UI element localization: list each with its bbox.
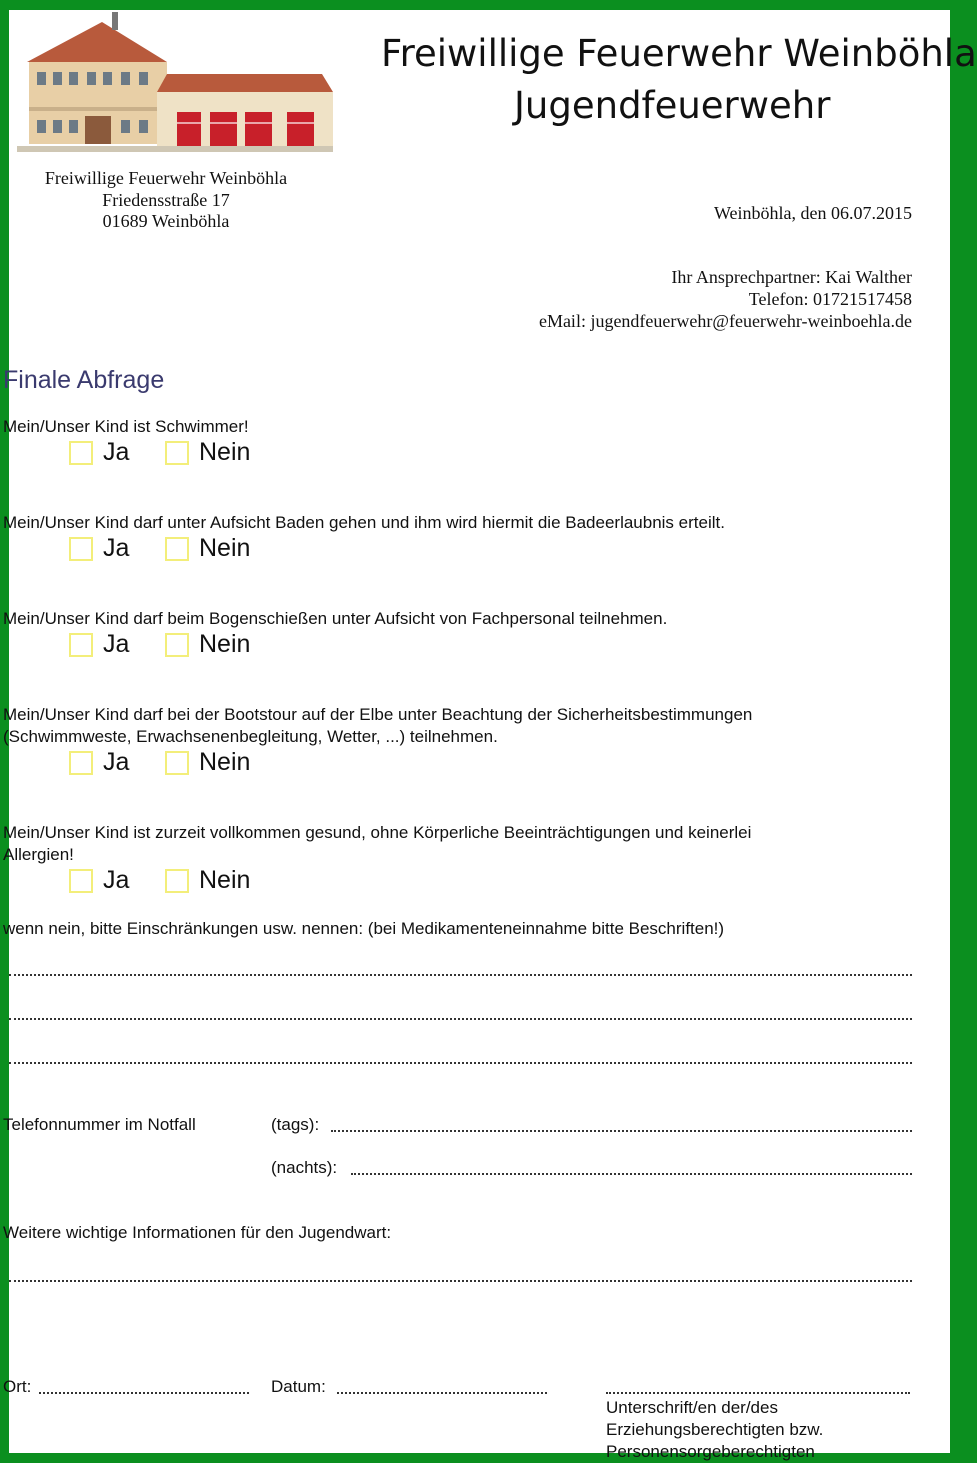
restrictions-line-2[interactable] <box>9 1014 912 1020</box>
restrictions-line-1[interactable] <box>9 970 912 976</box>
checkbox[interactable] <box>69 441 93 465</box>
restrictions-line-3[interactable] <box>9 1058 912 1064</box>
question-1-yes-option[interactable]: Ja <box>69 438 129 467</box>
question-5-text: Mein/Unser Kind ist zurzeit vollkommen gesund, ohne Körperliche Beeinträchtigungen und keinerlei <box>3 823 752 842</box>
contact-person: Ihr Ansprechpartner: Kai Walther <box>671 267 912 287</box>
checkbox[interactable] <box>165 537 189 561</box>
address-line: 01689 Weinböhla <box>102 211 230 231</box>
signature-caption-line: Unterschrift/en der/des <box>606 1398 778 1417</box>
question-1-text: Mein/Unser Kind ist Schwimmer! <box>3 417 249 436</box>
question-2-text: Mein/Unser Kind darf unter Aufsicht Baden gehen und ihm wird hiermit die Badeerlaubnis erteilt. <box>3 513 725 532</box>
question-1-no-option[interactable]: Nein <box>165 438 250 467</box>
checkbox[interactable] <box>165 751 189 775</box>
checkbox[interactable] <box>69 537 93 561</box>
date-line: Weinböhla, den 06.07.2015 <box>713 203 912 223</box>
address-line: Friedensstraße 17 <box>102 189 230 210</box>
checkbox[interactable] <box>165 441 189 465</box>
address-line: Freiwillige Feuerwehr Weinböhla <box>44 168 288 188</box>
question-5-no-option[interactable]: Nein <box>165 866 250 895</box>
emergency-night-label: (nachts): <box>271 1158 338 1177</box>
title-line-2: Jugendfeuerwehr <box>514 84 831 127</box>
signature-caption <box>606 1397 823 1463</box>
question-4-no-option[interactable]: Nein <box>165 748 250 777</box>
sender-address <box>11 168 321 233</box>
checkbox[interactable] <box>69 633 93 657</box>
checkbox[interactable] <box>165 869 189 893</box>
info-label: Weitere wichtige Informationen für den Jugendwart: <box>3 1223 392 1242</box>
emergency-day-field[interactable] <box>331 1128 912 1132</box>
checkbox[interactable] <box>69 869 93 893</box>
question-4-text-cont: (Schwimmweste, Erwachsenenbegleitung, Wetter, ...) teilnehmen. <box>3 727 498 746</box>
question-3-text: Mein/Unser Kind darf beim Bogenschießen unter Aufsicht von Fachpersonal teilnehmen. <box>3 609 668 628</box>
question-4-text: Mein/Unser Kind darf bei der Bootstour auf der Elbe unter Beachtung der Sicherheitsbestimmungen <box>3 705 753 724</box>
question-3-yes-option[interactable]: Ja <box>69 630 129 659</box>
signature-caption-line: Erziehungsberechtigten bzw. <box>606 1420 824 1439</box>
date-field[interactable] <box>337 1390 547 1394</box>
question-3-no-option[interactable]: Nein <box>165 630 250 659</box>
checkbox[interactable] <box>69 751 93 775</box>
signature-caption-line: Personensorgeberechtigten <box>606 1442 815 1461</box>
restrictions-label: wenn nein, bitte Einschränkungen usw. nennen: (bei Medikamenteneinnahme bitte Beschriften!) <box>3 919 725 938</box>
info-line[interactable] <box>9 1276 912 1282</box>
checkbox[interactable] <box>165 633 189 657</box>
title-line-1: Freiwillige Feuerwehr Weinböhla <box>381 32 977 75</box>
emergency-phone-label: Telefonnummer im Notfall <box>3 1115 196 1134</box>
contact-email: eMail: jugendfeuerwehr@feuerwehr-weinboehla.de <box>538 311 912 331</box>
place-label: Ort: <box>3 1377 32 1396</box>
question-4-yes-option[interactable]: Ja <box>69 748 129 777</box>
date-label: Datum: <box>271 1377 326 1396</box>
question-5-text-cont: Allergien! <box>3 845 74 864</box>
document-page <box>3 10 977 1461</box>
contact-phone: Telefon: 01721517458 <box>748 289 912 309</box>
question-2-no-option[interactable]: Nein <box>165 534 250 563</box>
question-2-yes-option[interactable]: Ja <box>69 534 129 563</box>
contact-block <box>539 266 912 332</box>
question-5-yes-option[interactable]: Ja <box>69 866 129 895</box>
signature-field[interactable] <box>606 1390 910 1394</box>
fire-station-illustration <box>17 12 333 152</box>
emergency-night-field[interactable] <box>351 1171 912 1175</box>
emergency-day-label: (tags): <box>271 1115 320 1134</box>
place-field[interactable] <box>39 1390 249 1394</box>
section-title: Finale Abfrage <box>3 366 165 394</box>
